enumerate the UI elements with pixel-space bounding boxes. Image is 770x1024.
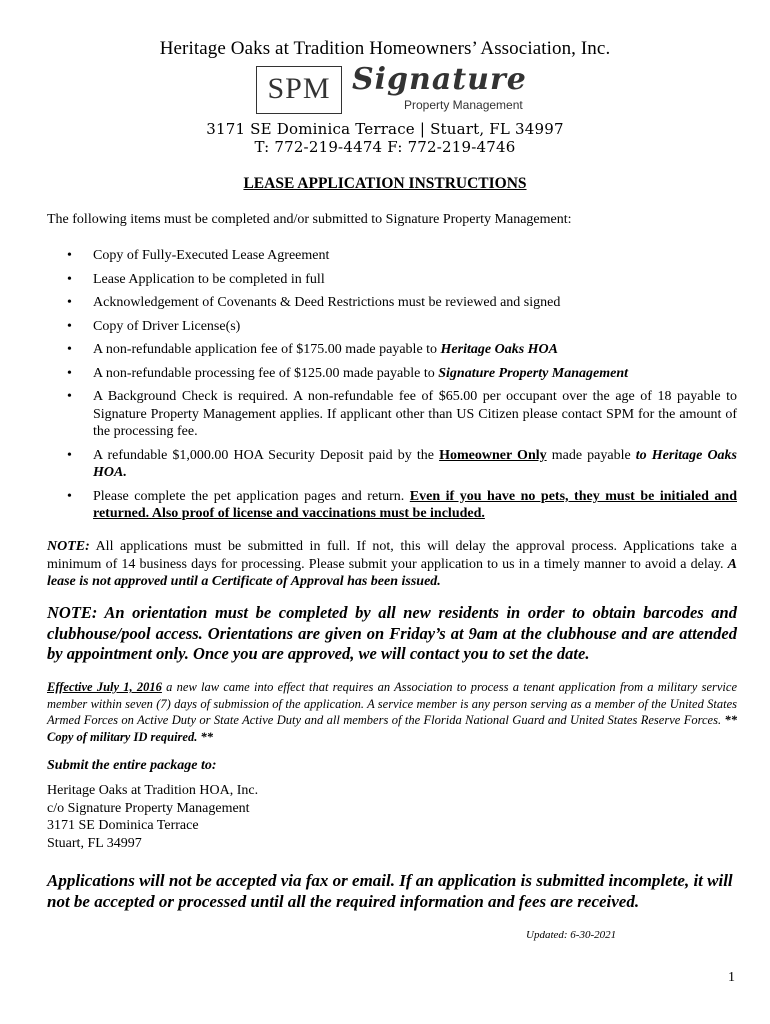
military-law-note: Effective July 1, 2016 a new law came into effect that requires an Association to process a tenant application from a military service member within seven (7) days of submission of the application. A service member is any person serving as a member of the United States Armed Forces on Active Duty or State Active Duty and all members of the Florida National Guard and United States Reserve Forces. ** Copy of military ID required. ** [47, 680, 737, 744]
spm-logo [256, 62, 527, 116]
list-item: • Acknowledgement of Covenants & Deed Restrictions must be reviewed and signed [47, 294, 737, 312]
logo-script: Signature [352, 62, 527, 97]
submit-label: Submit the entire package to: [47, 758, 217, 773]
logo-subtitle: Property Management [404, 98, 523, 112]
requirements-list [47, 247, 737, 523]
document-title: LEASE APPLICATION INSTRUCTIONS [243, 175, 527, 192]
mailing-line: Heritage Oaks at Tradition HOA, Inc. [47, 783, 259, 798]
list-item: • Please complete the pet application pages and return. Even if you have no pets, they must be initialed and returned. Also proof of license and vaccinations must be included. [47, 488, 737, 523]
list-item: • A Background Check is required. A non-refundable fee of $65.00 per occupant over the age of 18 payable to Signature Property Management applies. If applicant other than US Citizen please contact SPM for the amount of the processing fee. [47, 388, 737, 441]
mailing-line: 3171 SE Dominica Terrace [47, 818, 199, 833]
company-phone-fax: T: 772-219-4474 F: 772-219-4746 [254, 138, 516, 156]
list-item: • A non-refundable processing fee of $125.00 made payable to Signature Property Management [47, 365, 737, 383]
mailing-line: Stuart, FL 34997 [47, 835, 142, 851]
updated-date: Updated: 6-30-2021 [526, 929, 617, 941]
company-address: 3171 SE Dominica Terrace | Stuart, FL 34997 [206, 120, 564, 138]
logo-mark: SPM [256, 66, 342, 114]
list-item: • Copy of Fully-Executed Lease Agreement [47, 247, 737, 265]
list-item: • A refundable $1,000.00 HOA Security Deposit paid by the Homeowner Only made payable to Heritage Oaks HOA. [47, 447, 737, 482]
association-title: Heritage Oaks at Tradition Homeowners’ Association, Inc. [159, 38, 611, 59]
processing-note: NOTE: All applications must be submitted in full. If not, this will delay the approval process. Applications take a minimum of 14 business days for processing. Please submit your application to us in a timely manner to avoid a delay. A lease is not approved until a Certificate of Approval has been issued. [47, 539, 737, 589]
intro-text: The following items must be completed and/or submitted to Signature Property Management: [47, 212, 572, 227]
final-notice: Applications will not be accepted via fax or email. If an application is submitted incomplete, it will not be accepted or processed until all the required information and fees are received. [47, 871, 733, 911]
list-item: • Lease Application to be completed in full [47, 271, 737, 289]
list-item: • Copy of Driver License(s) [47, 318, 737, 336]
page-number: 1 [728, 970, 735, 985]
list-item: • A non-refundable application fee of $175.00 made payable to Heritage Oaks HOA [47, 341, 737, 359]
mailing-address [47, 782, 258, 852]
orientation-note: NOTE: An orientation must be completed by all new residents in order to obtain barcodes and clubhouse/pool access. Orientations are given on Friday’s at 9am at the clubhouse and are attended by appointment only. Once you are approved, we will contact you to set the date. [47, 603, 737, 663]
mailing-line: c/o Signature Property Management [47, 800, 250, 816]
